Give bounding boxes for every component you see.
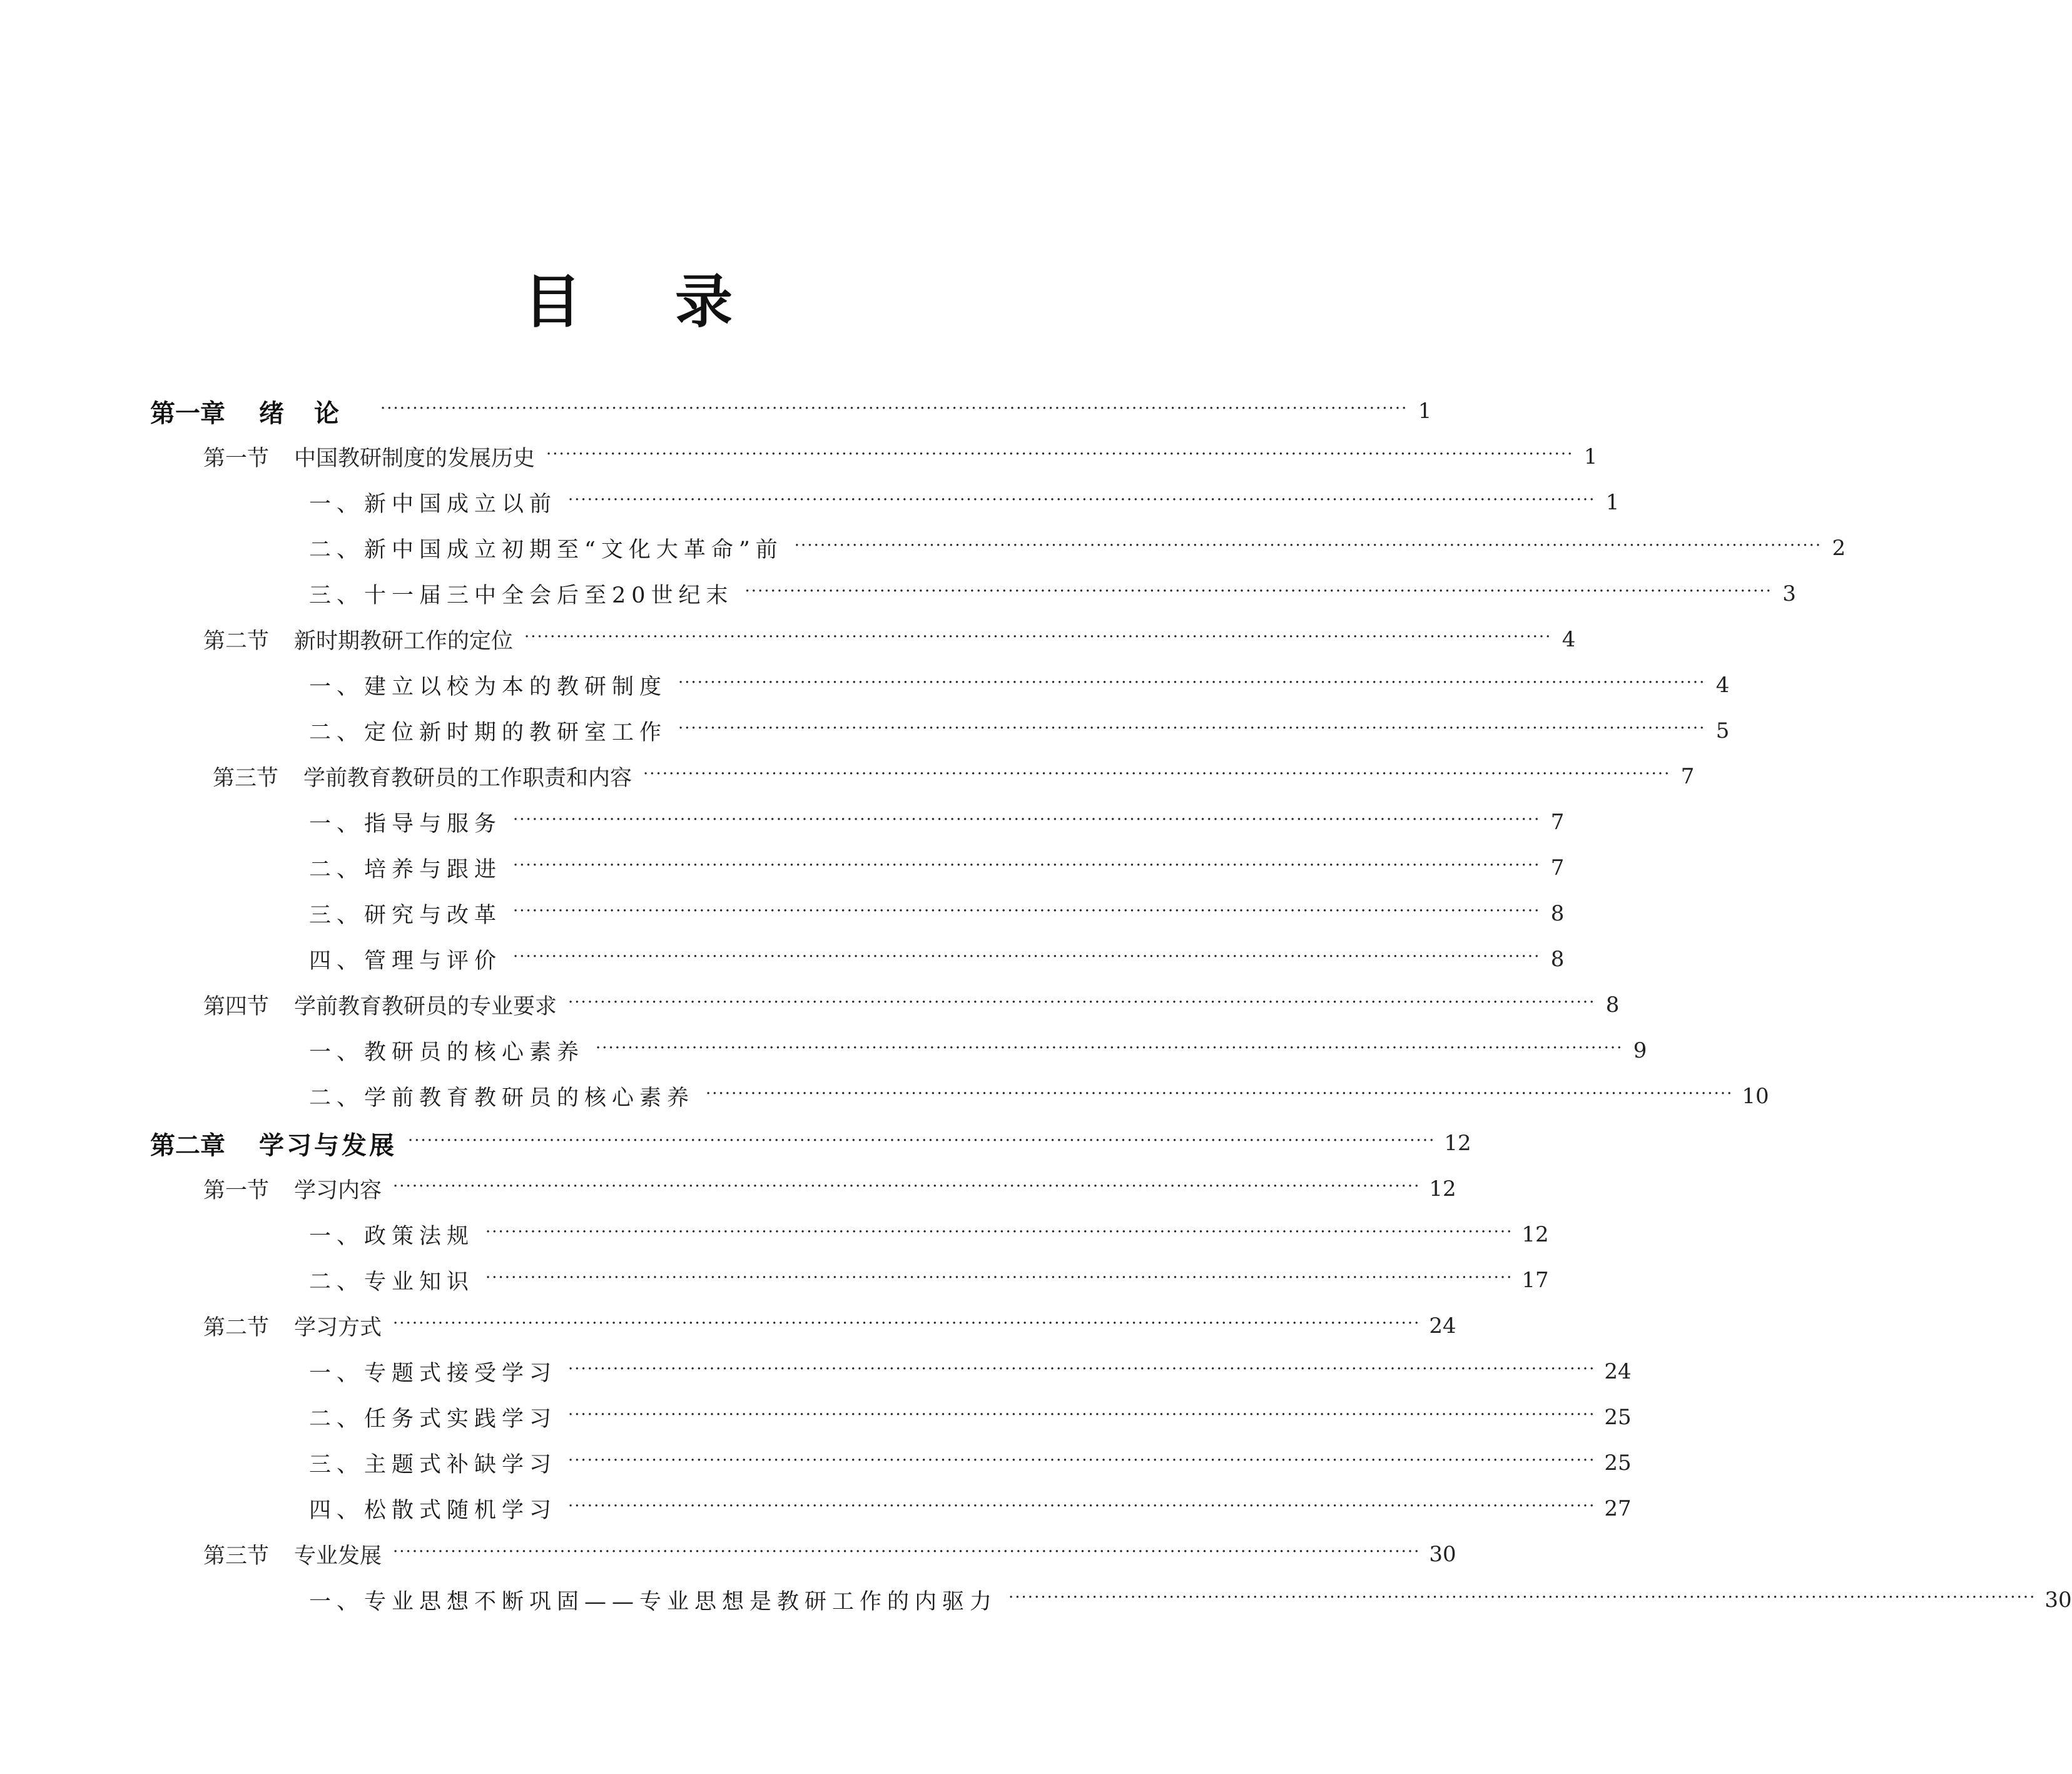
toc-chapter-entry[interactable] bbox=[150, 1124, 1471, 1162]
toc-section-label bbox=[213, 761, 632, 792]
toc-section-number: 第四节 bbox=[203, 994, 270, 1019]
toc-page-number: 5 bbox=[1715, 718, 1730, 743]
toc-section-entry[interactable] bbox=[203, 438, 1598, 476]
toc-dot-leader: ································································································································································ bbox=[596, 1039, 1623, 1058]
toc-section-label bbox=[203, 1539, 382, 1570]
toc-page-number: 7 bbox=[1550, 855, 1565, 880]
toc-dot-leader: ································································································································································ bbox=[408, 1131, 1436, 1150]
toc-section-label bbox=[203, 624, 513, 655]
toc-item-entry[interactable] bbox=[309, 1399, 1632, 1436]
toc-dot-leader: ································································································································································ bbox=[706, 1084, 1734, 1103]
toc-dot-leader: ································································································································································ bbox=[1008, 1588, 2036, 1607]
toc-item-title: 二、培养与跟进 bbox=[309, 857, 502, 882]
toc-page-number: 1 bbox=[1583, 444, 1598, 469]
toc-dot-leader: ································································································································································ bbox=[568, 993, 1596, 1012]
toc-section-label bbox=[203, 989, 557, 1021]
toc-item-title: 一、专题式接受学习 bbox=[309, 1361, 557, 1386]
toc-section-title: 新时期教研工作的定位 bbox=[294, 629, 514, 654]
toc-dot-leader: ································································································································································ bbox=[643, 765, 1671, 783]
toc-section-entry[interactable] bbox=[213, 758, 1695, 795]
toc-item-entry[interactable] bbox=[309, 849, 1565, 887]
toc-item-entry[interactable] bbox=[309, 1444, 1632, 1482]
toc-dot-leader: ································································································································································ bbox=[568, 1497, 1596, 1516]
toc-page-number: 25 bbox=[1604, 1450, 1632, 1476]
toc-section-title: 学前教育教研员的工作职责和内容 bbox=[303, 766, 632, 791]
toc-page-number: 3 bbox=[1782, 581, 1796, 606]
toc-item-entry[interactable] bbox=[309, 529, 1846, 567]
toc-page-number: 17 bbox=[1521, 1268, 1549, 1293]
toc-item-entry[interactable] bbox=[309, 941, 1565, 978]
toc-item-entry[interactable] bbox=[309, 666, 1730, 704]
toc-section-title: 学习方式 bbox=[294, 1315, 382, 1340]
page-title-char-1: 目 bbox=[523, 268, 581, 335]
toc-section-number: 第二节 bbox=[203, 629, 270, 654]
toc-item-title: 一、专业思想不断巩固——专业思想是教研工作的内驱力 bbox=[309, 1589, 998, 1614]
toc-item-entry[interactable] bbox=[309, 712, 1730, 750]
toc-page-number: 4 bbox=[1715, 673, 1730, 698]
toc-section-entry[interactable] bbox=[203, 986, 1620, 1024]
toc-section-entry[interactable] bbox=[203, 1170, 1456, 1208]
toc-item-entry[interactable] bbox=[309, 803, 1565, 841]
toc-dot-leader: ································································································································································ bbox=[485, 1223, 1513, 1241]
toc-dot-leader: ································································································································································ bbox=[678, 719, 1706, 738]
toc-item-entry[interactable] bbox=[309, 1353, 1632, 1390]
toc-dot-leader: ································································································································································ bbox=[568, 491, 1596, 509]
toc-dot-leader: ································································································································································ bbox=[380, 399, 1408, 418]
toc-item-title: 二、定位新时期的教研室工作 bbox=[309, 720, 668, 745]
toc-dot-leader: ································································································································································ bbox=[393, 1314, 1421, 1333]
toc-item-title: 一、建立以校为本的教研制度 bbox=[309, 675, 668, 700]
toc-item-title: 二、专业知识 bbox=[309, 1270, 475, 1295]
toc-section-title: 学前教育教研员的专业要求 bbox=[294, 994, 557, 1019]
toc-dot-leader: ································································································································································ bbox=[513, 947, 1541, 966]
toc-page-number: 12 bbox=[1521, 1222, 1549, 1247]
toc-page-number: 2 bbox=[1832, 536, 1846, 561]
toc-dot-leader: ································································································································································ bbox=[794, 536, 1822, 555]
toc-item-title: 三、十一届三中全会后至20世纪末 bbox=[309, 583, 734, 608]
toc-item-title: 四、松散式随机学习 bbox=[309, 1498, 557, 1523]
toc-item-entry[interactable] bbox=[309, 484, 1620, 521]
toc-page-number: 1 bbox=[1605, 490, 1620, 515]
toc-dot-leader: ································································································································································ bbox=[513, 810, 1541, 829]
toc-item-title: 一、新中国成立以前 bbox=[309, 492, 557, 517]
toc-chapter-label bbox=[150, 1126, 397, 1161]
toc-chapter-number: 第二章 bbox=[150, 1131, 225, 1160]
toc-item-title: 二、学前教育教研员的核心素养 bbox=[309, 1086, 695, 1111]
toc-page-number: 30 bbox=[2044, 1588, 2072, 1613]
toc-dot-leader: ································································································································································ bbox=[524, 628, 1552, 646]
toc-section-label bbox=[203, 441, 535, 472]
toc-dot-leader: ································································································································································ bbox=[513, 902, 1541, 920]
toc-chapter-label bbox=[150, 394, 369, 429]
toc-page-number: 7 bbox=[1550, 810, 1565, 835]
toc-page-number: 30 bbox=[1429, 1542, 1456, 1567]
toc-dot-leader: ································································································································································ bbox=[744, 582, 1772, 601]
toc-chapter-number: 第一章 bbox=[150, 399, 225, 428]
toc-section-number: 第三节 bbox=[203, 1544, 270, 1569]
toc-chapter-title: 学习与发展 bbox=[259, 1131, 397, 1160]
toc-page-number: 24 bbox=[1604, 1359, 1632, 1384]
toc-item-entry[interactable] bbox=[309, 1262, 1549, 1299]
toc-section-label bbox=[203, 1173, 382, 1205]
toc-section-number: 第三节 bbox=[213, 766, 279, 791]
toc-dot-leader: ································································································································································ bbox=[568, 1451, 1596, 1470]
toc-section-number: 第一节 bbox=[203, 446, 270, 471]
toc-item-title: 一、指导与服务 bbox=[309, 812, 502, 837]
toc-item-title: 三、研究与改革 bbox=[309, 903, 502, 928]
toc-item-title: 一、政策法规 bbox=[309, 1224, 475, 1249]
toc-item-title: 四、管理与评价 bbox=[309, 949, 502, 974]
toc-item-entry[interactable] bbox=[309, 1032, 1647, 1069]
toc-section-title: 中国教研制度的发展历史 bbox=[294, 446, 536, 471]
toc-section-number: 第二节 bbox=[203, 1315, 270, 1340]
toc-page-number: 1 bbox=[1418, 399, 1432, 424]
toc-page-number: 8 bbox=[1550, 901, 1565, 926]
toc-item-entry[interactable] bbox=[309, 1078, 1769, 1115]
toc-item-entry[interactable] bbox=[309, 1581, 2072, 1619]
toc-item-title: 三、主题式补缺学习 bbox=[309, 1452, 557, 1477]
toc-page-number: 9 bbox=[1633, 1038, 1647, 1063]
toc-page-number: 27 bbox=[1604, 1496, 1632, 1521]
toc-page-number: 12 bbox=[1429, 1176, 1456, 1201]
toc-dot-leader: ································································································································································ bbox=[393, 1177, 1421, 1196]
toc-dot-leader: ································································································································································ bbox=[568, 1405, 1596, 1424]
toc-page-number: 4 bbox=[1562, 627, 1576, 652]
toc-item-entry[interactable] bbox=[309, 895, 1565, 932]
toc-section-entry[interactable] bbox=[203, 1536, 1456, 1573]
toc-section-entry[interactable] bbox=[203, 621, 1576, 658]
toc-page-number: 24 bbox=[1429, 1313, 1456, 1338]
toc-dot-leader: ································································································································································ bbox=[485, 1268, 1513, 1287]
toc-page-number: 8 bbox=[1605, 992, 1620, 1017]
toc-item-title: 二、任务式实践学习 bbox=[309, 1407, 557, 1432]
toc-page-number: 7 bbox=[1680, 764, 1695, 789]
toc-section-label bbox=[203, 1310, 382, 1342]
toc-item-entry[interactable] bbox=[309, 575, 1796, 613]
toc-page-number: 8 bbox=[1550, 947, 1565, 972]
toc-page-number: 25 bbox=[1604, 1405, 1632, 1430]
toc-item-entry[interactable] bbox=[309, 1490, 1632, 1527]
toc-chapter-title: 绪论 bbox=[259, 399, 369, 428]
toc-section-title: 专业发展 bbox=[294, 1544, 382, 1569]
toc-page-number: 12 bbox=[1444, 1131, 1471, 1156]
toc-dot-leader: ································································································································································ bbox=[568, 1360, 1596, 1379]
toc-dot-leader: ································································································································································ bbox=[393, 1542, 1421, 1561]
toc-item-title: 一、教研员的核心素养 bbox=[309, 1040, 585, 1065]
toc-section-number: 第一节 bbox=[203, 1178, 270, 1203]
toc-item-entry[interactable] bbox=[309, 1216, 1549, 1253]
page-title-char-2: 录 bbox=[675, 268, 733, 335]
toc-item-title: 二、新中国成立初期至“文化大革命”前 bbox=[309, 538, 783, 563]
toc-dot-leader: ································································································································································ bbox=[678, 673, 1706, 692]
toc-section-title: 学习内容 bbox=[294, 1178, 382, 1203]
page-title bbox=[0, 268, 1256, 337]
toc-dot-leader: ································································································································································ bbox=[546, 445, 1574, 464]
toc-chapter-entry[interactable] bbox=[150, 392, 1432, 430]
toc-page-number: 10 bbox=[1742, 1084, 1769, 1109]
toc-dot-leader: ································································································································································ bbox=[513, 856, 1541, 875]
toc-section-entry[interactable] bbox=[203, 1307, 1456, 1345]
